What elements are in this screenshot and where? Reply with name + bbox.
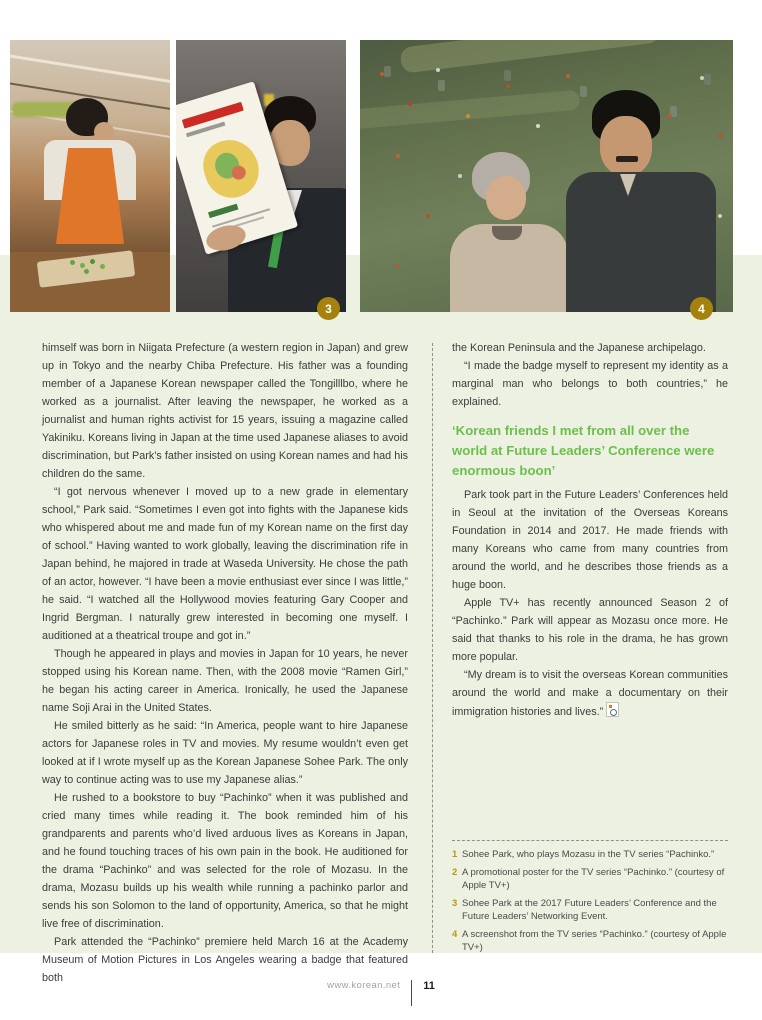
paragraph-text: “My dream is to visit the overseas Korean communities around the world and make a documentary on their immigration histories and lives.” <box>452 669 728 718</box>
body-paragraph: Park attended the “Pachinko” premiere held March 16 at the Academy Museum of Motion Pictures in Los Angeles wearing a badge that featured both <box>42 936 408 984</box>
body-paragraph: Though he appeared in plays and movies in Japan for 10 years, he never stopped using his Korean name. Then, with the 2008 movie “Ramen Girl,” he began his acting career in America. Ironically, he used the Japanese name Soji Arai in the United States. <box>42 648 408 714</box>
man-suit <box>566 172 716 312</box>
caption-text: A promotional poster for the TV series “Pachinko.” (courtesy of Apple TV+) <box>462 866 725 891</box>
caption-text: A screenshot from the TV series “Pachinko.” (courtesy of Apple TV+) <box>462 928 727 953</box>
column-divider <box>432 343 433 953</box>
photo-man-with-book <box>176 40 346 312</box>
man-mustache <box>616 156 638 162</box>
body-paragraph: He smiled bitterly as he said: “In America, people want to hire Japanese actors for Japanese roles in TV and movies. My resume wouldn’t even get looked at if I wrote myself up as the Korean Japanese Sohee Park. The only way to continue acting was to use my Japanese alias.” <box>42 720 408 786</box>
body-paragraph: himself was born in Niigata Prefecture (a western region in Japan) and grew up in Tokyo and the nearby Chiba Prefecture. His father was a founding member of a Japanese Korean newspaper called the Tongilllbo, where he worked as a journalist. After leaving the newspaper, he worked as a journalist and human rights activist for 15 years, issuing a magazine called Yakiniku. Koreans living in Japan at the time used Japanese aliases to avoid discrimination, but Park’s father insisted on using Korean names and had his children do the same. <box>42 342 408 480</box>
body-paragraph: He rushed to a bookstore to buy “Pachinko” when it was published and cried many times while reading it. The book reminded him of his grandparents and parents who’d lived arduous lives as Koreans in Japan, and he found touching traces of his own pain in the book. He auditioned for the drama “Pachinko” and was selected for the role of Mozasu. In the drama, Mozasu builds up his wealth while running a pachinko parlor and sends his son Solomon to the land of opportunity, America, so that he might live free of discrimination. <box>42 792 408 930</box>
caption-text: Sohee Park, who plays Mozasu in the TV series “Pachinko.” <box>462 849 715 860</box>
body-paragraph: “I made the badge myself to represent my identity as a marginal man who belongs to both countries,” he explained. <box>452 360 728 408</box>
body-paragraph: Park took part in the Future Leaders’ Conferences held in Seoul at the invitation of the Overseas Koreans Foundation in 2014 and 2017. He made friends with many Koreans who came from many countries from around the world, and he describes those friends as a huge boon. <box>452 489 728 591</box>
caption-item <box>452 848 728 862</box>
footer-divider <box>411 980 412 1006</box>
caption-number: 2 <box>452 866 458 878</box>
caption-number: 1 <box>452 849 458 860</box>
caption-text: Sohee Park at the 2017 Future Leaders’ Conference and the Future Leaders’ Networking Event. <box>462 897 717 922</box>
photo-captions <box>452 840 728 959</box>
photo-cooking-workshop <box>10 40 170 312</box>
grave-stones <box>384 66 391 77</box>
caption-item <box>452 866 728 893</box>
article-left-column <box>42 339 408 987</box>
caption-item <box>452 928 728 955</box>
body-paragraph <box>452 666 728 721</box>
chopped-greens <box>70 260 75 265</box>
person-face <box>94 122 114 142</box>
figure-number-badge-4: 4 <box>690 297 713 320</box>
caption-number: 3 <box>452 897 458 909</box>
elderly-woman-face <box>486 176 526 220</box>
photo-pachinko-scene <box>360 40 733 312</box>
scattered-flowers <box>370 50 374 54</box>
body-paragraph: Apple TV+ has recently announced Season 2 of “Pachinko.” Park will appear as Mozasu once more. He said that thanks to his role in the drama, he has grown more popular. <box>452 597 728 663</box>
man-face <box>600 116 652 176</box>
captions-divider <box>452 840 728 841</box>
caption-item <box>452 897 728 924</box>
end-of-article-mark-icon <box>606 702 619 717</box>
figure-number-badge-3: 3 <box>317 297 340 320</box>
website-url: www.korean.net <box>327 980 401 991</box>
booklet-label-bar <box>208 204 238 219</box>
page-number: 11 <box>423 980 435 992</box>
pull-quote-heading: ‘Korean friends I met from all over the world at Future Leaders’ Conference were enormous boon’ <box>452 423 715 478</box>
body-paragraph: “I got nervous whenever I moved up to a new grade in elementary school,” Park said. “Sometimes I even got into fights with the Japanese kids who whispered about me and made fun of my Korean name on the first day of school.” Having wanted to work globally, leaving the discrimination rife in Japan behind, he majored in trade at Waseda University. He chose the path of an actor, however. “I have been a movie enthusiast ever since I was little,” he said. “I watched all the Hollywood movies featuring Gary Cooper and Ingrid Bergman. I naturally grew interested in becoming one myself. I auditioned at a theatrical troupe and got in.” <box>42 486 408 642</box>
page-footer <box>0 980 762 1006</box>
body-paragraph: the Korean Peninsula and the Japanese archipelago. <box>452 342 706 354</box>
article-right-column <box>452 339 728 721</box>
caption-number: 4 <box>452 928 458 940</box>
elderly-woman-collar <box>492 226 522 240</box>
